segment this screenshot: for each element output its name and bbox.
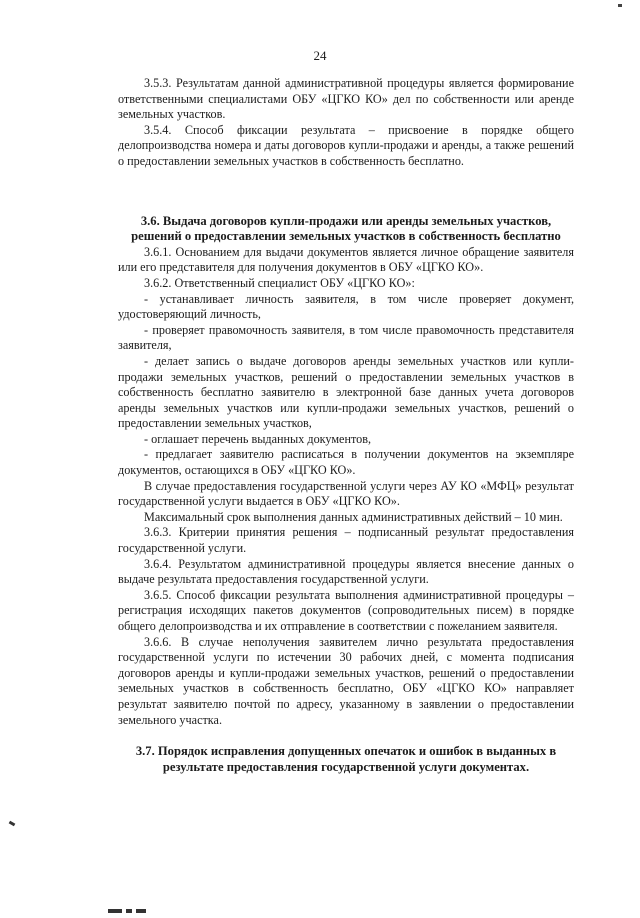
scan-speck [9,821,16,827]
paragraph-3-6-5: 3.6.5. Способ фиксации результата выполнения административной процедуры – регистрация исходящих пакетов документов (сопроводительных писем) в порядке общего делопроизводства и их отправление в соответствии с пожеланием заявителя. [118,587,574,633]
page-number: 24 [313,48,327,63]
list-item-record: - делает запись о выдаче договоров аренды земельных участков или купли-продажи земельных участков, решений о предоставлении земельных участков в собственность бесплатно заявителю в электронной базе данных учета договоров аренды земельных участков или купли-продажи земельных участков, решений о предоставлении земельных участков, [118,353,574,431]
scan-speck [618,4,622,7]
paragraph-3-6-2: 3.6.2. Ответственный специалист ОБУ «ЦГКО КО»: [144,275,415,290]
list-item-announce: - оглашает перечень выданных документов, [144,431,372,446]
paragraph-3-6-4: 3.6.4. Результатом административной процедуры является внесение данных о выдаче результата предоставления государственной услуги. [118,556,574,587]
paragraph-3-5-4: 3.5.4. Способ фиксации результата – присвоение в порядке общего делопроизводства номера и даты договоров купли-продажи и аренды, а также решений о предоставлении земельных участков в собственность бесплатно. [118,122,574,168]
paragraph-3-5-3: 3.5.3. Результатам данной административной процедуры является формирование ответственными специалистами ОБУ «ЦГКО КО» дел по собственности или аренде земельных участков. [118,76,574,122]
paragraph-3-6-1: 3.6.1. Основанием для выдачи документов является личное обращение заявителя или его представителя для получения документов в ОБУ «ЦГКО КО». [118,244,574,275]
paragraph-mfc: В случае предоставления государственной услуги через АУ КО «МФЦ» результат государственной услуги выдается в ОБУ «ЦГКО КО». [118,478,574,509]
paragraph-max-time: Максимальный срок выполнения данных административных действий – 10 мин. [144,509,563,524]
section-3-7-heading: 3.7. Порядок исправления допущенных опечаток и ошибок в выданных в результате предоставления государственной услуги документах. [135,744,557,774]
section-3-6-heading: 3.6. Выдача договоров купли-продажи или аренды земельных участков, решений о предоставлении земельных участков в собственность бесплатно [131,213,561,244]
scan-edge-marks [108,900,168,905]
list-item-authority: - проверяет правомочность заявителя, в том числе правомочность представителя заявителя, [118,322,574,353]
list-item-identity: - устанавливает личность заявителя, в том числе проверяет документ, удостоверяющий личность, [118,291,574,322]
list-item-sign: - предлагает заявителю расписаться в получении документов на экземпляре документов, остающихся в ОБУ «ЦГКО КО». [118,447,574,478]
paragraph-3-6-3: 3.6.3. Критерии принятия решения – подписанный результат предоставления государственной услуги. [118,525,574,556]
paragraph-3-6-6: 3.6.6. В случае неполучения заявителем лично результата предоставления государственной услуги по истечении 30 рабочих дней, с момента подписания договоров аренды и купли-продажи земельных участков, решений о предоставлении земельных участков в собственность бесплатно, ОБУ «ЦГКО КО» направляет результат заявителю почтой по адресу, указанному в заявлении о предоставлении земельного участка. [118,634,574,727]
document-body [118,76,574,775]
